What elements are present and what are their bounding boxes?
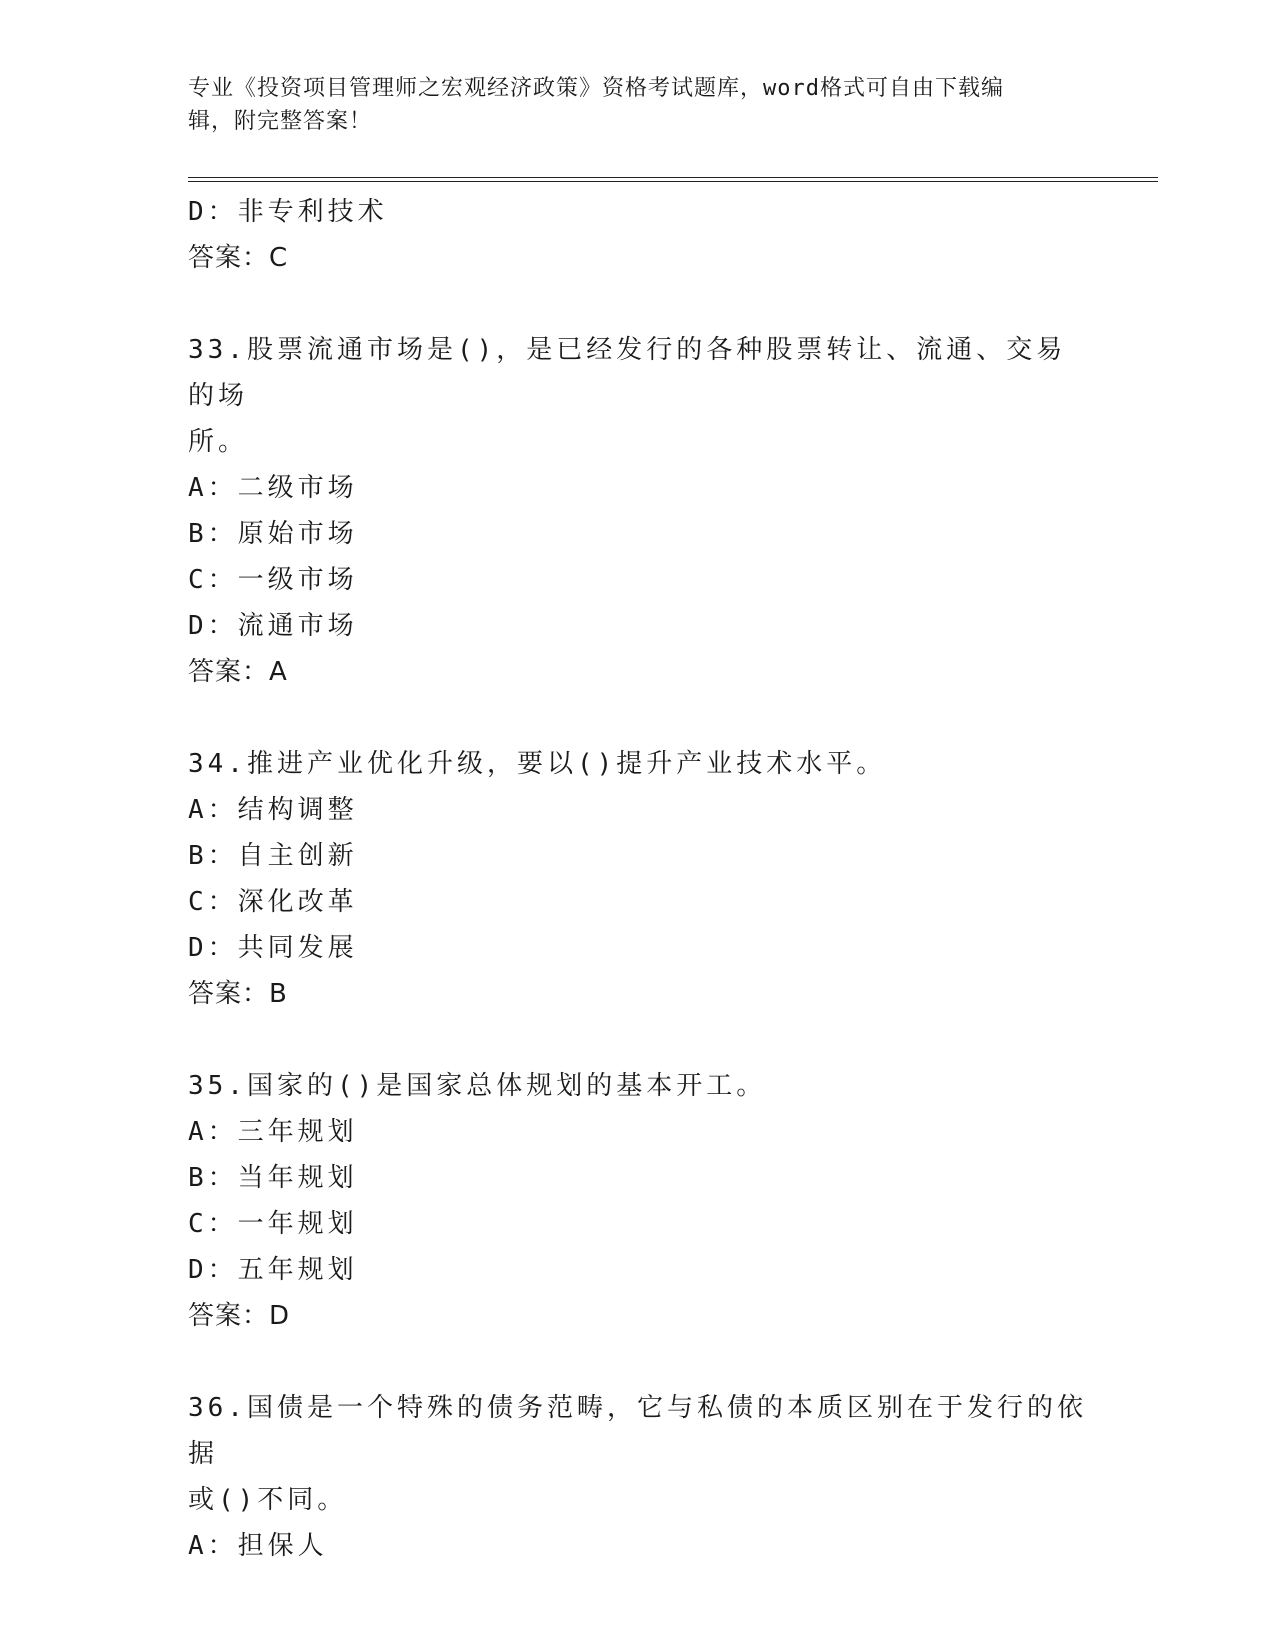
answer-line: 答案：B	[188, 979, 288, 1009]
option-c: C：一年规划	[188, 1209, 358, 1239]
answer-line: 答案：A	[188, 657, 288, 687]
header-line-2: 辑，附完整答案！	[188, 109, 373, 134]
question-stem-line-1: 35.国家的()是国家总体规划的基本开工。	[188, 1071, 767, 1101]
option-a: A：三年规划	[188, 1117, 358, 1147]
question-stem-line-2: 或()不同。	[188, 1485, 348, 1515]
question-stem-line-1: 36.国债是一个特殊的债务范畴，它与私债的本质区别在于发行的依据	[188, 1393, 1087, 1469]
spacer	[188, 281, 1088, 327]
question-33	[188, 327, 1088, 695]
document-header	[188, 72, 1078, 138]
option-a: A：担保人	[188, 1531, 328, 1561]
header-line-1: 专业《投资项目管理师之宏观经济政策》资格考试题库，word格式可自由下载编	[188, 76, 1004, 101]
spacer	[188, 1339, 1088, 1385]
spacer	[188, 695, 1088, 741]
option-d: D：五年规划	[188, 1255, 358, 1285]
option-a: A：结构调整	[188, 795, 358, 825]
option-a: A：二级市场	[188, 473, 358, 503]
option-d: D：流通市场	[188, 611, 358, 641]
question-35	[188, 1063, 1088, 1339]
answer-line: 答案：D	[188, 1301, 291, 1331]
option-c: C：一级市场	[188, 565, 358, 595]
question-list	[188, 189, 1088, 1569]
question-stem-line-2: 所。	[188, 427, 249, 457]
question-36	[188, 1385, 1088, 1569]
option-b: B：原始市场	[188, 519, 358, 549]
question-34	[188, 741, 1088, 1017]
option-b: B：自主创新	[188, 841, 358, 871]
question-stem-line-1: 33.股票流通市场是()，是已经发行的各种股票转让、流通、交易的场	[188, 335, 1067, 411]
question-stem-line-1: 34.推进产业优化升级，要以()提升产业技术水平。	[188, 749, 887, 779]
header-divider-top	[188, 177, 1158, 178]
spacer	[188, 1017, 1088, 1063]
answer-line: 答案：C	[188, 243, 289, 273]
option-b: B：当年规划	[188, 1163, 358, 1193]
option-d: D：非专利技术	[188, 197, 388, 227]
option-c: C：深化改革	[188, 887, 358, 917]
option-d: D：共同发展	[188, 933, 358, 963]
header-divider-bottom	[188, 181, 1158, 182]
